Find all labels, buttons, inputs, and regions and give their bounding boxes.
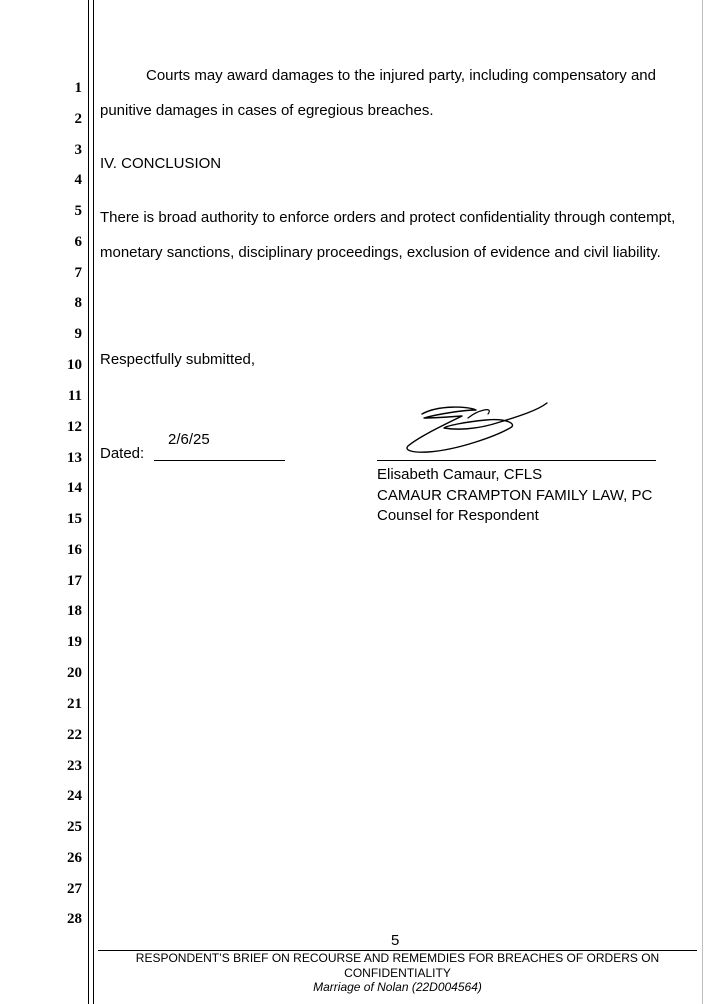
signer-role: Counsel for Respondent [377,507,539,524]
paragraph-line: punitive damages in cases of egregious breaches. [100,102,434,119]
line-number: 17 [67,573,82,589]
section-heading: IV. CONCLUSION [100,155,222,172]
footer-title-line: CONFIDENTIALITY [344,966,451,980]
line-number: 22 [67,727,82,743]
paragraph-line: Courts may award damages to the injured party, including compensatory and [146,67,656,84]
signature-line [377,460,656,461]
line-number: 5 [74,203,82,219]
line-number: 10 [67,357,82,373]
page-number: 5 [391,932,400,949]
line-number: 6 [74,234,82,250]
paragraph-line: There is broad authority to enforce orders and protect confidentiality through contempt, [100,209,676,226]
signer-name: Elisabeth Camaur, CFLS [377,466,543,483]
dated-label: Dated: [100,445,145,462]
line-number: 16 [67,542,82,558]
line-number: 3 [74,142,82,158]
line-number: 1 [74,80,82,96]
line-number: 2 [74,111,82,127]
line-number: 18 [67,603,82,619]
line-number: 7 [74,265,82,281]
line-number: 25 [67,819,82,835]
date-value: 2/6/25 [168,431,210,448]
line-number: 15 [67,511,82,527]
date-underline [154,460,285,461]
firm-name: CAMAUR CRAMPTON FAMILY LAW, PC [377,487,653,504]
line-number: 26 [67,850,82,866]
left-margin-rule-inner [93,0,94,1004]
line-number: 27 [67,881,82,897]
line-number: 11 [67,388,82,404]
right-margin-rule [702,0,703,1004]
line-number: 4 [74,172,82,188]
line-number: 8 [74,295,82,311]
paragraph-line: monetary sanctions, disciplinary proceedings, exclusion of evidence and civil liability. [100,244,661,261]
line-number: 13 [67,450,82,466]
left-margin-rule-outer [88,0,89,1004]
closing-text: Respectfully submitted, [100,351,256,368]
line-number: 24 [67,788,82,804]
handwritten-signature [398,398,550,456]
footer-title-line: RESPONDENT’S BRIEF ON RECOURSE AND REMEMDIES FOR BREACHES OF ORDERS ON [135,951,660,965]
line-number: 28 [67,911,82,927]
case-caption: Marriage of Nolan (22D004564) [313,980,482,994]
line-number: 9 [74,326,82,342]
line-number: 19 [67,634,82,650]
line-number: 23 [67,758,82,774]
line-number: 12 [67,419,82,435]
line-number: 20 [67,665,82,681]
line-number: 14 [67,480,82,496]
line-number: 21 [67,696,82,712]
